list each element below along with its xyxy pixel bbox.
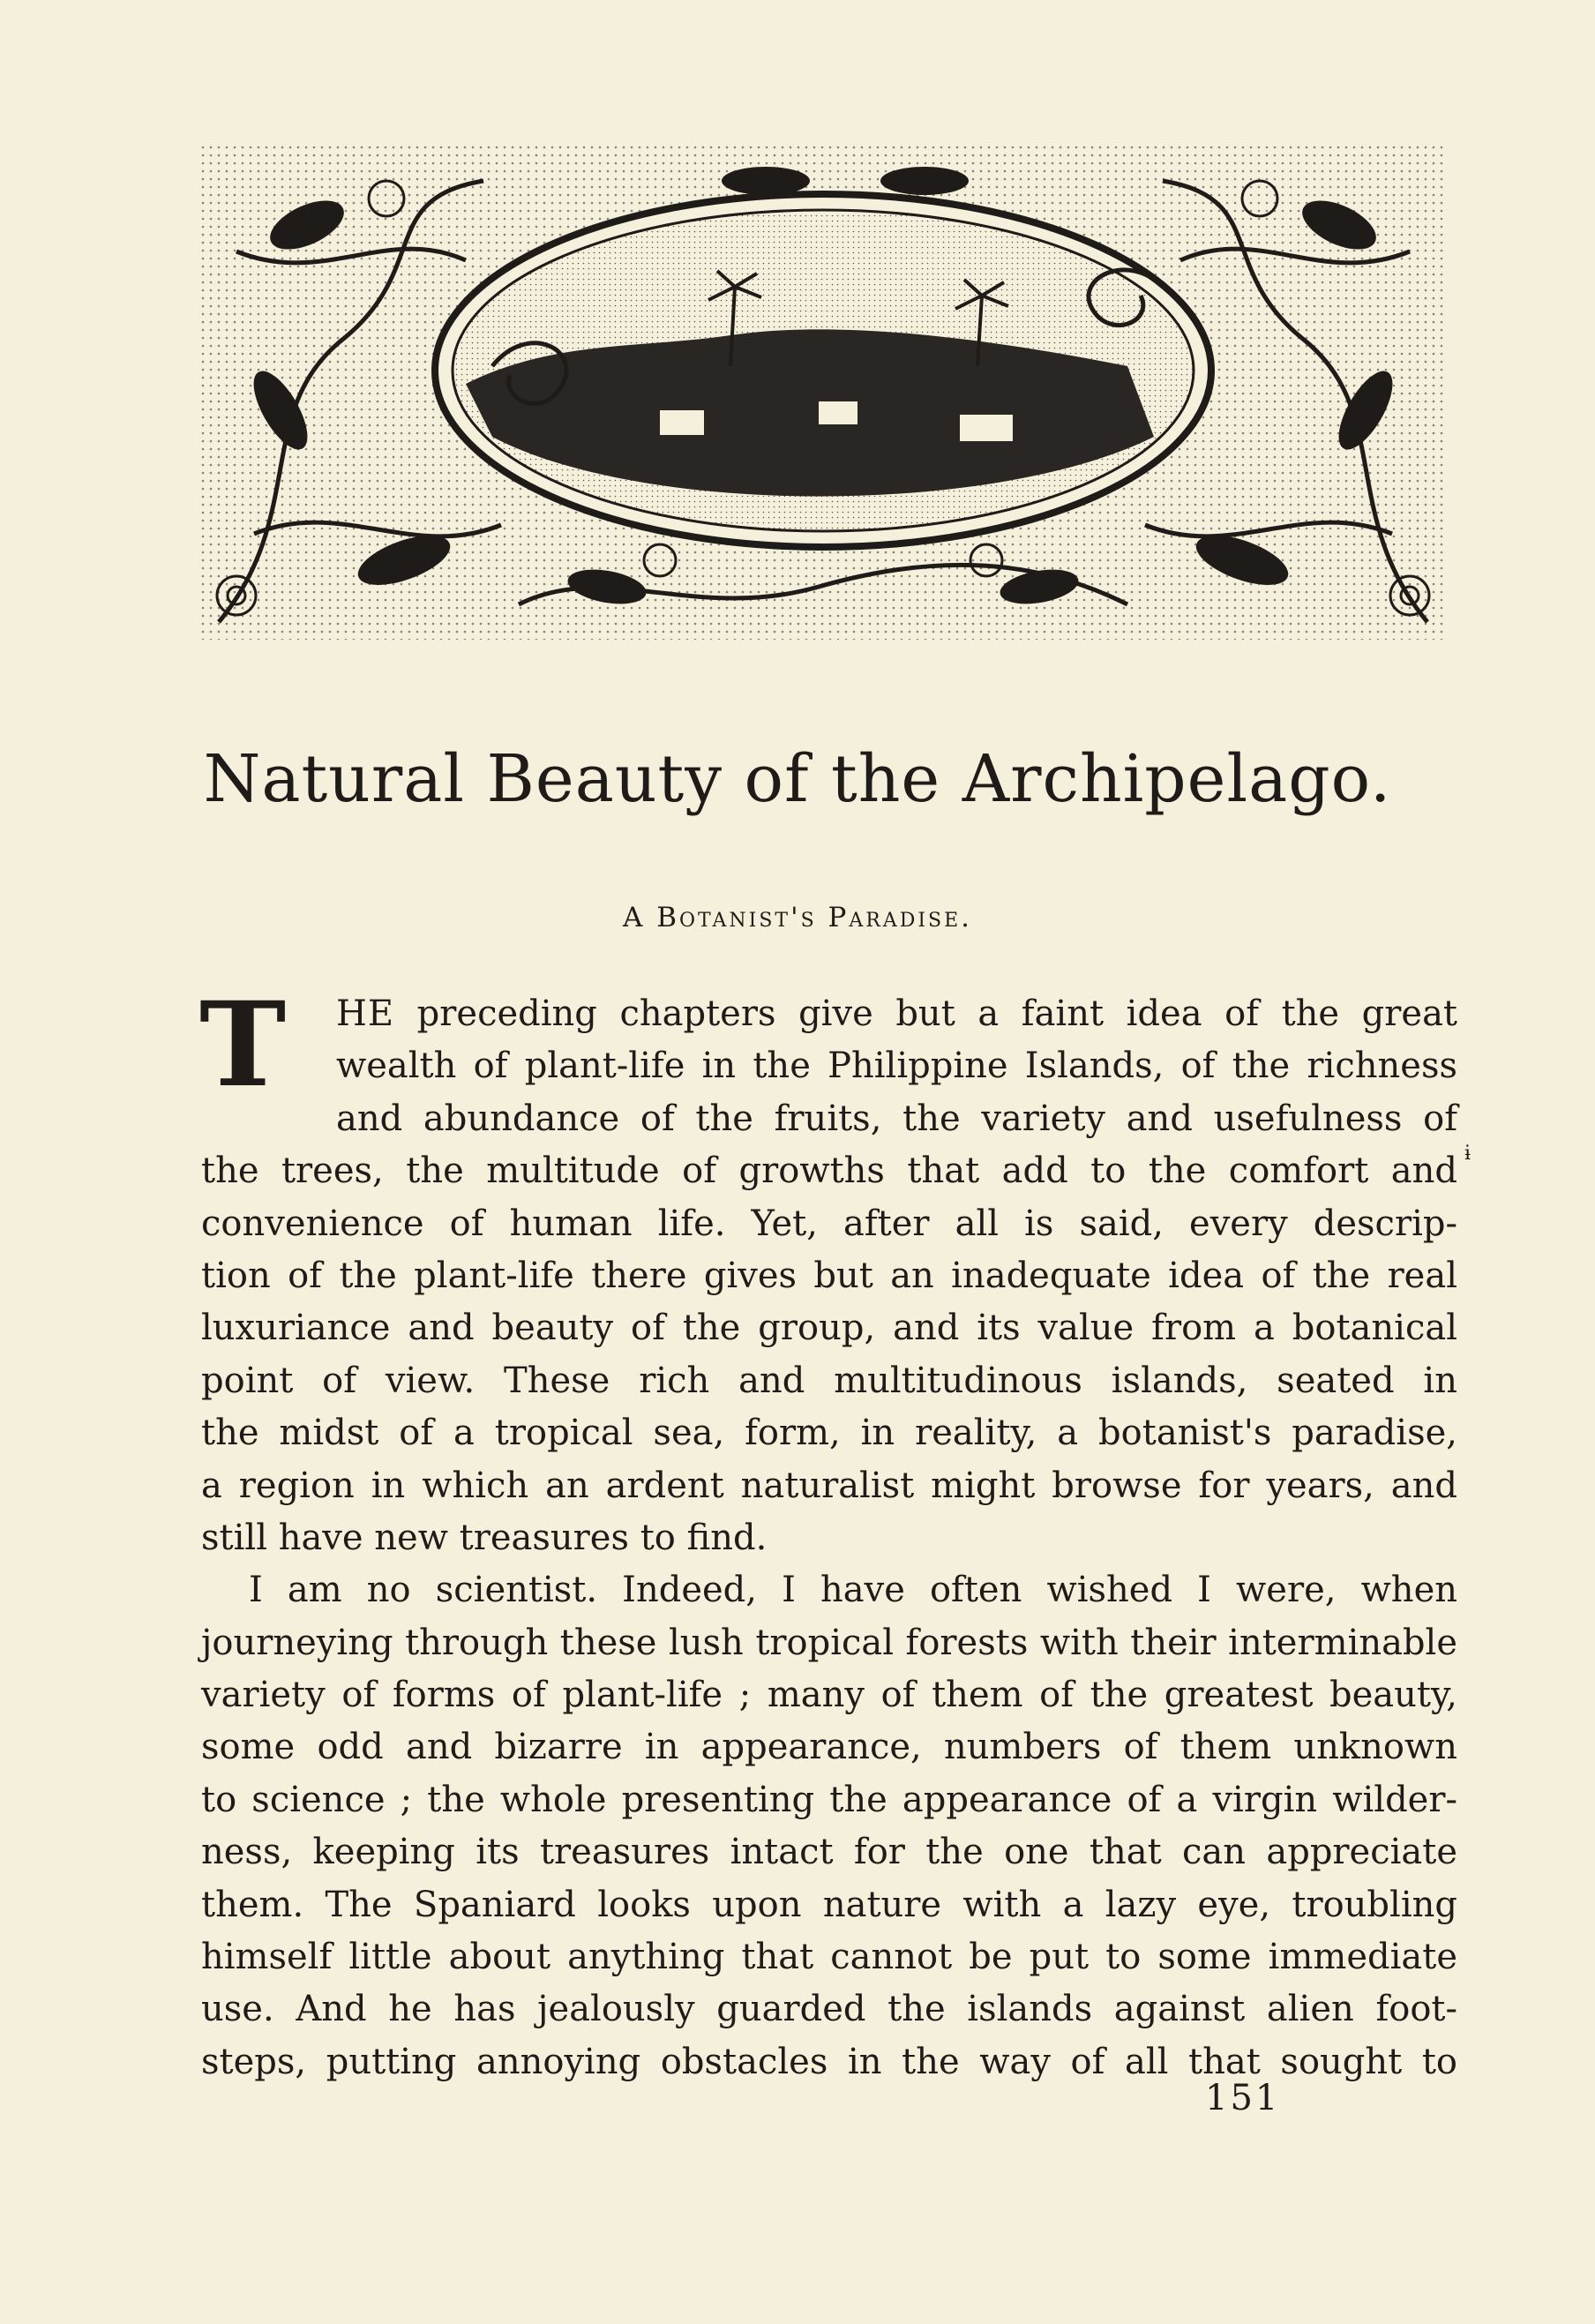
text-line: and abundance of the fruits, the variety and usefulness of bbox=[336, 1098, 1457, 1139]
ornamental-headpiece bbox=[201, 146, 1445, 640]
text-line: them. The Spaniard looks upon nature with a lazy eye, troubling bbox=[201, 1884, 1457, 1925]
body-text bbox=[199, 977, 1457, 2088]
chapter-title: Natural Beauty of the Archipelago. bbox=[203, 741, 1392, 817]
ornamental-headpiece-icon bbox=[201, 146, 1445, 640]
drop-cap: T bbox=[199, 977, 287, 1113]
text-line: some odd and bizarre in appearance, numbers of them unknown bbox=[201, 1727, 1457, 1768]
chapter-subtitle: A Botanist's Paradise. bbox=[622, 902, 973, 933]
text-line: the trees, the multitude of growths that add to the comfort and bbox=[201, 1151, 1457, 1192]
text-line: I am no scientist. Indeed, I have often wished I were, when bbox=[249, 1570, 1457, 1611]
text-line: to science ; the whole presenting the appearance of a virgin wilder- bbox=[201, 1779, 1457, 1820]
text-line: journeying through these lush tropical forests with their interminable bbox=[201, 1622, 1457, 1663]
text-line: a region in which an ardent naturalist might browse for years, and bbox=[201, 1465, 1457, 1506]
text-line: the midst of a tropical sea, form, in reality, a botanist's paradise, bbox=[201, 1413, 1457, 1454]
text-line: wealth of plant-life in the Philippine Islands, of the richness bbox=[336, 1046, 1457, 1087]
margin-mark: ɨ bbox=[1464, 1143, 1471, 1165]
text-line: point of view. These rich and multitudinous islands, seated in bbox=[201, 1360, 1457, 1401]
text-line: luxuriance and beauty of the group, and its value from a botanical bbox=[201, 1308, 1457, 1349]
text-line: ness, keeping its treasures intact for the one that can appreciate bbox=[201, 1832, 1457, 1873]
text-line: tion of the plant-life there gives but an inadequate idea of the real bbox=[201, 1255, 1457, 1296]
text-line: steps, putting annoying obstacles in the way of all that sought to bbox=[201, 2041, 1457, 2082]
first-word: HE bbox=[336, 993, 395, 1034]
text-line: HE preceding chapters give but a faint idea of the great bbox=[336, 993, 1457, 1034]
text-line: convenience of human life. Yet, after all is said, every descrip- bbox=[201, 1203, 1457, 1244]
text-line: use. And he has jealously guarded the islands against alien foot- bbox=[201, 1989, 1457, 2030]
page-number: 151 bbox=[1205, 2078, 1281, 2118]
text-line: variety of forms of plant-life ; many of them of the greatest beauty, bbox=[201, 1675, 1457, 1716]
text-line: himself little about anything that cannot be put to some immediate bbox=[201, 1937, 1457, 1978]
text-line: still have new treasures to find. bbox=[201, 1517, 768, 1558]
